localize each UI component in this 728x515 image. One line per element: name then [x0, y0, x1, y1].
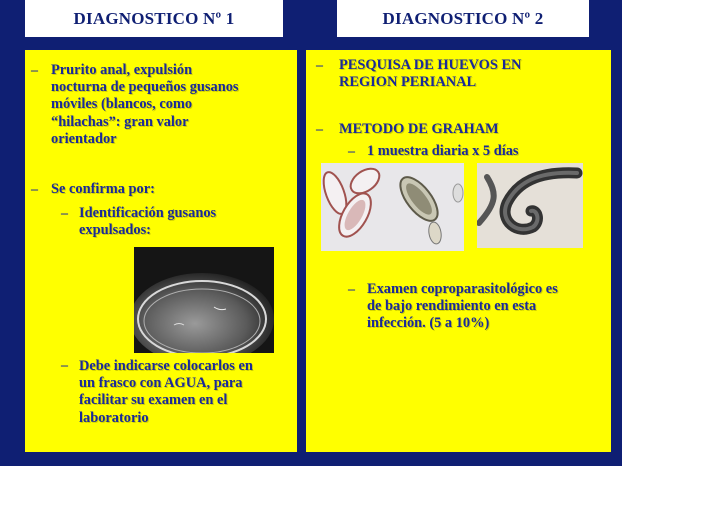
bullet-dash: –	[31, 63, 38, 78]
text-line: expulsados:	[79, 222, 151, 239]
text-line: REGION PERIANAL	[339, 74, 477, 91]
right-bullet-2: METODO DE GRAHAM	[339, 121, 499, 137]
left-bullet-1	[51, 62, 239, 148]
text-line: laboratorio	[79, 409, 149, 426]
bullet-dash: –	[316, 58, 323, 73]
text-line: orientador	[51, 130, 117, 147]
left-bullet-2: Se confirma por:	[51, 181, 155, 197]
bullet-dash: –	[31, 182, 38, 197]
petri-dish-photo	[134, 247, 274, 353]
petri-dish-image	[134, 247, 274, 353]
right-sub-bullet-2	[367, 281, 558, 333]
text-line: infección. (5 a 10%)	[367, 315, 490, 332]
page-margin	[622, 0, 728, 515]
title-diagnostico-1	[25, 0, 283, 37]
right-sub-bullet-1: 1 muestra diaria x 5 días	[367, 143, 519, 159]
sub-bullet-dash: –	[348, 282, 355, 297]
title-text-1: DIAGNOSTICO Nº 1	[73, 8, 235, 28]
sub-bullet-dash: –	[61, 206, 68, 221]
title-text-2: DIAGNOSTICO Nº 2	[382, 8, 544, 28]
bullet-dash: –	[316, 122, 323, 137]
right-bullet-1	[339, 57, 521, 91]
pinworm-image	[477, 163, 583, 248]
text-line: de bajo rendimiento en esta	[367, 298, 537, 315]
pinworm-photo	[477, 163, 583, 248]
pinworm-eggs-photo	[321, 163, 464, 251]
left-sub-bullet-1	[79, 205, 216, 239]
text-line: Debe indicarse colocarlos en	[79, 358, 253, 374]
pinworm-eggs-image	[321, 163, 464, 251]
text-line: nocturna de pequeños gusanos	[51, 79, 239, 96]
sub-bullet-dash: –	[61, 358, 68, 373]
text-line: “hilachas”: gran valor	[51, 113, 189, 130]
text-line: móviles (blancos, como	[51, 96, 193, 113]
right-panel	[306, 50, 611, 452]
text-line: PESQUISA DE HUEVOS EN	[339, 57, 522, 73]
text-line: Examen coproparasitológico es	[367, 281, 558, 297]
title-diagnostico-2	[337, 0, 589, 37]
text-line: un frasco con AGUA, para	[79, 375, 243, 392]
text-line: Identificación gusanos	[79, 205, 217, 221]
left-sub-bullet-2	[79, 358, 253, 427]
sub-bullet-dash: –	[348, 144, 355, 159]
text-line: Prurito anal, expulsión	[51, 62, 193, 78]
text-line: facilitar su examen en el	[79, 392, 228, 409]
